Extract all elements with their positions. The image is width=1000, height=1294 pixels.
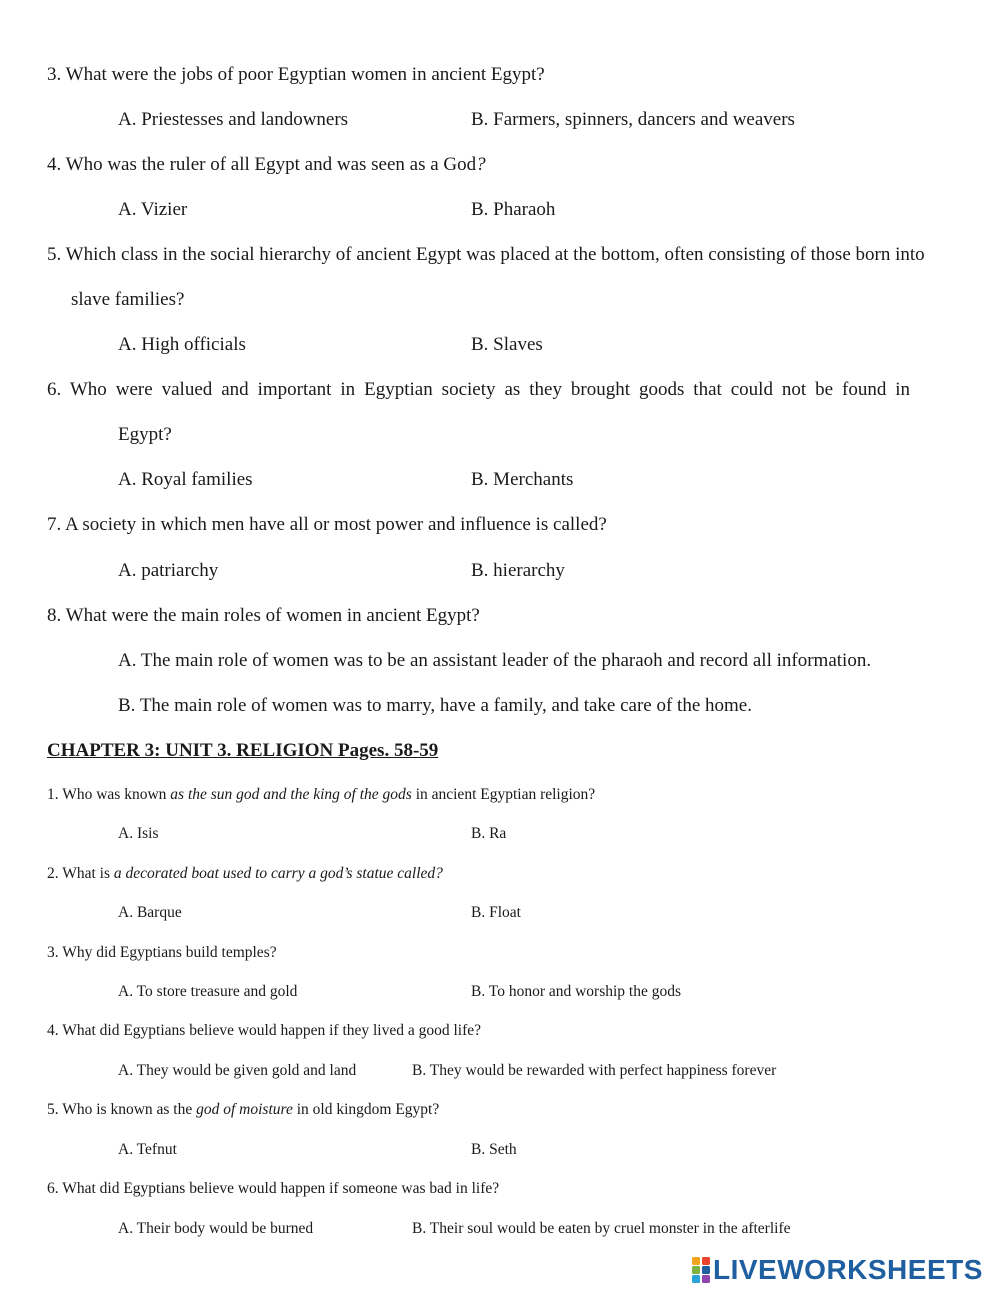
religion-question-2-option-b[interactable]: B. Float bbox=[471, 904, 521, 921]
question-4-option-a[interactable]: A. Vizier bbox=[118, 199, 188, 220]
religion-question-3-option-a[interactable]: A. To store treasure and gold bbox=[118, 983, 298, 1000]
religion-question-2-pre: 2. What is bbox=[47, 865, 114, 882]
question-7: 7. A society in which men have all or most power and influence is called? bbox=[47, 514, 607, 535]
religion-question-5-post: in old kingdom Egypt? bbox=[292, 1101, 440, 1118]
question-8: 8. What were the main roles of women in ancient Egypt? bbox=[47, 605, 480, 626]
religion-question-3: 3. Why did Egyptians build temples? bbox=[47, 944, 277, 961]
religion-question-5-pre: 5. Who is known as the bbox=[47, 1101, 197, 1118]
religion-question-4-option-a[interactable]: A. They would be given gold and land bbox=[118, 1062, 357, 1079]
religion-question-6-option-b[interactable]: B. Their soul would be eaten by cruel monster in the afterlife bbox=[412, 1220, 791, 1237]
religion-question-4: 4. What did Egyptians believe would happen if they lived a good life? bbox=[47, 1022, 482, 1039]
question-6-option-b[interactable]: B. Merchants bbox=[471, 469, 574, 490]
religion-question-5-italic: god of moisture bbox=[196, 1101, 293, 1118]
question-6-option-a[interactable]: A. Royal families bbox=[118, 469, 253, 490]
religion-question-1 bbox=[47, 786, 595, 804]
question-4-text: 4. Who was the ruler of all Egypt and was seen as a God bbox=[47, 154, 477, 175]
question-8-option-a[interactable]: A. The main role of women was to be an assistant leader of the pharaoh and record all information. bbox=[118, 650, 872, 671]
question-4-mark: ? bbox=[476, 154, 486, 175]
religion-question-1-option-a[interactable]: A. Isis bbox=[118, 825, 159, 842]
religion-question-6: 6. What did Egyptians believe would happen if someone was bad in life? bbox=[47, 1180, 500, 1197]
question-4-option-b[interactable]: B. Pharaoh bbox=[471, 199, 556, 220]
liveworksheets-logo[interactable] bbox=[692, 1253, 983, 1287]
religion-question-1-post: in ancient Egyptian religion? bbox=[411, 786, 596, 803]
question-6-line1: 6. Who were valued and important in Egyptian society as they brought goods that could not be found in bbox=[47, 379, 911, 400]
question-7-option-b[interactable]: B. hierarchy bbox=[471, 560, 565, 581]
religion-question-3-option-b[interactable]: B. To honor and worship the gods bbox=[471, 983, 682, 1000]
question-5-option-b[interactable]: B. Slaves bbox=[471, 334, 543, 355]
liveworksheets-logo-text: LIVEWORKSHEETS bbox=[713, 1254, 983, 1285]
question-5-option-a[interactable]: A. High officials bbox=[118, 334, 246, 355]
question-6-line2: Egypt? bbox=[118, 424, 172, 445]
religion-question-5-option-a[interactable]: A. Tefnut bbox=[118, 1141, 177, 1158]
religion-question-6-option-a[interactable]: A. Their body would be burned bbox=[118, 1220, 314, 1237]
religion-question-1-option-b[interactable]: B. Ra bbox=[471, 825, 507, 842]
religion-question-2 bbox=[47, 865, 443, 883]
question-5-line2: slave families? bbox=[71, 289, 185, 310]
liveworksheets-logo-icon bbox=[692, 1257, 710, 1283]
religion-question-1-pre: 1. Who was known bbox=[47, 786, 171, 803]
question-5-line1: 5. Which class in the social hierarchy of ancient Egypt was placed at the bottom, often consisting of those born into bbox=[47, 244, 925, 265]
question-4 bbox=[47, 154, 486, 176]
question-8-option-b[interactable]: B. The main role of women was to marry, have a family, and take care of the home. bbox=[118, 695, 752, 716]
religion-question-2-italic: a decorated boat used to carry a god’s statue called? bbox=[113, 865, 443, 882]
question-3-option-b[interactable]: B. Farmers, spinners, dancers and weavers bbox=[471, 109, 795, 130]
religion-question-5-option-b[interactable]: B. Seth bbox=[471, 1141, 517, 1158]
religion-question-4-option-b[interactable]: B. They would be rewarded with perfect happiness forever bbox=[412, 1062, 777, 1079]
religion-question-2-option-a[interactable]: A. Barque bbox=[118, 904, 182, 921]
chapter-heading: CHAPTER 3: UNIT 3. RELIGION Pages. 58-59 bbox=[47, 740, 439, 761]
question-3-option-a[interactable]: A. Priestesses and landowners bbox=[118, 109, 349, 130]
religion-question-1-italic: as the sun god and the king of the gods bbox=[170, 786, 412, 803]
religion-question-5 bbox=[47, 1101, 439, 1119]
question-3: 3. What were the jobs of poor Egyptian women in ancient Egypt? bbox=[47, 64, 545, 85]
question-7-option-a[interactable]: A. patriarchy bbox=[118, 560, 219, 581]
